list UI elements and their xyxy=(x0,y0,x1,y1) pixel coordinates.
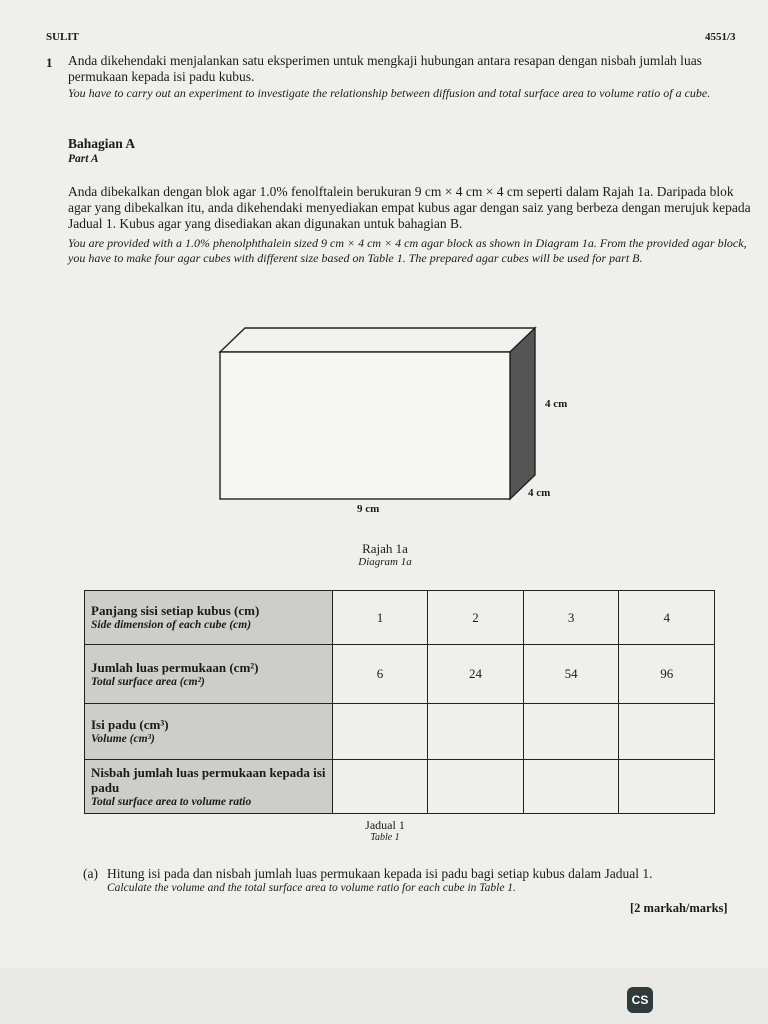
table-row-side xyxy=(85,591,715,645)
answer-cell[interactable] xyxy=(428,704,524,760)
marks-label: [2 markah/marks] xyxy=(630,901,728,915)
row-label-english: Side dimension of each cube (cm) xyxy=(91,619,252,631)
diagram-caption-malay: Rajah 1a xyxy=(362,541,408,556)
row-label-english: Total surface area (cm²) xyxy=(91,675,205,688)
row-header xyxy=(85,704,333,760)
header-left: SULIT xyxy=(46,31,80,43)
table-row-surface-area xyxy=(85,645,715,704)
row-label-malay: Isi padu (cm³) xyxy=(91,717,169,732)
row-label-malay: Panjang sisi setiap kubus (cm) xyxy=(91,603,260,618)
row-header xyxy=(85,760,333,814)
row-label-english: Volume (cm³) xyxy=(91,733,155,745)
part-a-title: Bahagian A xyxy=(68,136,136,151)
table-cell: 54 xyxy=(523,645,619,704)
answer-cell[interactable] xyxy=(428,760,524,814)
table-caption-malay: Jadual 1 xyxy=(365,818,405,832)
question-intro-malay: Anda dikehendaki menjalankan satu eksperimen untuk mengkaji hubungan antara resapan dengan nisbah jumlah luas permukaan kepada isi padu kubus. xyxy=(68,53,702,84)
table-cell: 24 xyxy=(428,645,524,704)
block-top-face xyxy=(220,328,535,352)
part-a-question-english: Calculate the volume and the total surface area to volume ratio for each cube in Table 1. xyxy=(107,882,516,894)
row-header xyxy=(85,645,333,704)
answer-cell[interactable] xyxy=(332,760,427,814)
table-cell: 4 xyxy=(619,591,715,645)
part-a-text-malay: Anda dibekalkan dengan blok agar 1.0% fenolftalein berukuran 9 cm × 4 cm × 4 cm seperti dalam Rajah 1a. Daripada blok agar yang dibekalkan itu, anda dikehendaki menyediakan empat kubus agar dengan saiz yang berbeza dengan merujuk kepada Jadual 1. Kubus agar yang disediakan akan digunakan untuk bahagian B. xyxy=(68,184,751,231)
table-caption-english: Table 1 xyxy=(370,832,400,843)
length-label: 9 cm xyxy=(357,503,380,515)
depth-label: 4 cm xyxy=(528,487,551,499)
part-a-question-label: (a) xyxy=(83,866,98,881)
table-cell: 2 xyxy=(428,591,524,645)
diagram-caption-english: Diagram 1a xyxy=(358,556,412,568)
height-label: 4 cm xyxy=(545,398,568,410)
table-cell: 96 xyxy=(619,645,715,704)
row-label-english: Total surface area to volume ratio xyxy=(91,795,252,808)
block-front-face xyxy=(220,352,510,499)
answer-cell[interactable] xyxy=(523,760,619,814)
row-label-malay: Nisbah jumlah luas permukaan kepada isi padu xyxy=(91,764,326,795)
part-a-text-english: You are provided with a 1.0% phenolphthalein sized 9 cm × 4 cm × 4 cm agar block as shown in Diagram 1a. From the provided agar block, you have to make four agar cubes with different size based on Table 1. The prepared agar cubes will be used for part B. xyxy=(68,236,747,265)
table-cell: 6 xyxy=(332,645,427,704)
block-side-face xyxy=(510,328,535,499)
question-intro-english: You have to carry out an experiment to investigate the relationship between diffusion and total surface area to volume ratio of a cube. xyxy=(68,86,711,100)
table-row-ratio xyxy=(85,760,715,814)
camscanner-logo: CS xyxy=(627,987,653,1013)
row-header xyxy=(85,591,333,645)
question-number: 1 xyxy=(46,55,53,70)
table-row-volume xyxy=(85,704,715,760)
header-right: 4551/3 xyxy=(705,31,736,43)
table-1 xyxy=(84,590,715,814)
row-label-malay: Jumlah luas permukaan (cm²) xyxy=(91,659,259,675)
answer-cell[interactable] xyxy=(619,760,715,814)
part-a-question-malay: Hitung isi pada dan nisbah jumlah luas permukaan kepada isi padu bagi setiap kubus dalam Jadual 1. xyxy=(107,866,653,881)
agar-block-diagram xyxy=(210,325,550,515)
answer-cell[interactable] xyxy=(523,704,619,760)
table-cell: 1 xyxy=(332,591,427,645)
part-a-subtitle: Part A xyxy=(68,153,99,165)
answer-cell[interactable] xyxy=(332,704,427,760)
answer-cell[interactable] xyxy=(619,704,715,760)
table-cell: 3 xyxy=(523,591,619,645)
